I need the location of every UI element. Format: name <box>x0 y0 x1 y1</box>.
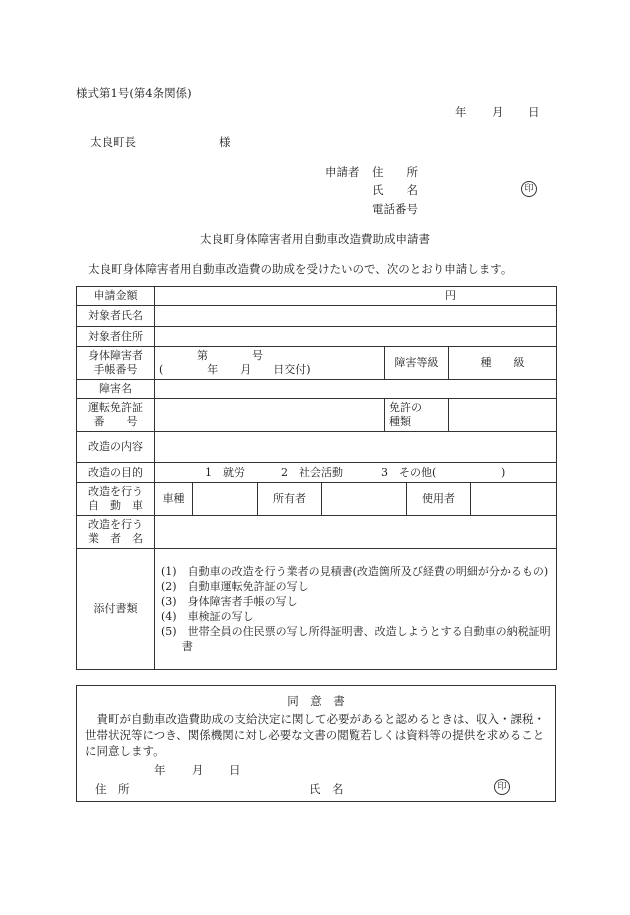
vendor-label-line2: 業 者 名 <box>88 532 143 545</box>
license-type-label-line2: 種類 <box>389 415 411 428</box>
handbook-label-line2: 手帳番号 <box>93 363 138 376</box>
car-type-label: 車種 <box>155 483 193 516</box>
application-table <box>76 286 557 670</box>
consent-month: 月 <box>192 763 204 777</box>
license-type-label-line1: 免許の <box>389 401 422 414</box>
vehicle-label-line1: 改造を行う <box>88 485 143 498</box>
handbook-field[interactable] <box>155 347 385 380</box>
handbook-label <box>77 347 155 380</box>
grade-label: 障害等級 <box>385 347 449 380</box>
license-label <box>77 399 155 432</box>
license-field[interactable] <box>155 399 385 432</box>
vendor-label <box>77 516 155 549</box>
applicant-label: 申請者 <box>325 165 360 179</box>
intro-text: 太良町身体障害者用自動車改造費の助成を受けたいので、次のとおり申請します。 <box>88 262 513 276</box>
form-number: 様式第1号(第4条関係) <box>76 86 192 100</box>
purpose-option-work[interactable]: 1 就労 <box>205 465 245 479</box>
consent-year: 年 <box>154 763 166 777</box>
content-label: 改造の内容 <box>77 432 155 463</box>
vendor-label-line1: 改造を行う <box>88 518 143 531</box>
vehicle-label-line2: 自 動 車 <box>88 499 143 512</box>
grade-value[interactable]: 種 級 <box>449 347 557 380</box>
seal-mark: 印 <box>521 181 537 197</box>
handbook-issue-date: ( 年 月 日交付) <box>159 363 311 376</box>
document-title: 太良町身体障害者用自動車改造費助成申請書 <box>200 232 430 246</box>
disability-label: 障害名 <box>77 380 155 399</box>
user-field[interactable] <box>471 483 557 516</box>
owner-label: 所有者 <box>258 483 322 516</box>
consent-day: 日 <box>229 763 241 777</box>
vendor-field[interactable] <box>155 516 557 549</box>
target-address-label: 対象者住所 <box>77 327 155 347</box>
consent-name-label: 氏 名 <box>309 782 344 796</box>
content-field[interactable] <box>155 432 557 463</box>
attachment-item: (1) 自動車の改造を行う業者の見積書(改造箇所及び経費の明細が分かるもの) <box>161 565 549 578</box>
target-address-field[interactable] <box>155 327 557 347</box>
disability-field[interactable] <box>155 380 557 399</box>
handbook-label-line1: 身体障害者 <box>88 349 143 362</box>
attachment-item: (4) 車検証の写し <box>161 610 254 623</box>
amount-unit[interactable]: 円 <box>155 287 557 306</box>
applicant-phone-label: 電話番号 <box>372 202 418 216</box>
car-type-field[interactable] <box>193 483 258 516</box>
attachment-item: (5) 世帯全員の住民票の写し所得証明書、改造しようとする自動車の納税証明書 <box>161 625 551 653</box>
applicant-address-label: 住 所 <box>372 165 418 179</box>
purpose-option-other[interactable]: 3 その他( <box>381 465 437 479</box>
date-day: 日 <box>528 105 540 119</box>
consent-title: 同 意 書 <box>287 694 345 708</box>
amount-label: 申請金額 <box>77 287 155 306</box>
purpose-options[interactable] <box>155 463 557 483</box>
addressee-name: 太良町長 <box>90 135 136 149</box>
user-label: 使用者 <box>407 483 471 516</box>
attachments-label: 添付書類 <box>77 549 155 670</box>
license-type-field[interactable] <box>449 399 557 432</box>
addressee-honorific: 様 <box>219 135 231 149</box>
date-month: 月 <box>492 105 504 119</box>
vehicle-label <box>77 483 155 516</box>
license-label-line1: 運転免許証 <box>88 401 143 414</box>
license-type-label <box>385 399 449 432</box>
attachment-item: (3) 身体障害者手帳の写し <box>161 595 298 608</box>
license-label-line2: 番 号 <box>93 415 138 428</box>
purpose-other-close: ) <box>501 465 506 479</box>
handbook-number: 第 号 <box>197 349 263 362</box>
consent-seal-mark: 印 <box>494 779 510 795</box>
consent-box <box>76 685 556 802</box>
consent-address-label: 住 所 <box>95 782 130 796</box>
consent-body: 貴町が自動車改造費助成の支給決定に関して必要があると認めるときは、収入・課税・世帯状況等につき、関係機関に対し必要な文書の閲覧若しくは資料等の提供を求めることに同意します。 <box>85 712 545 758</box>
applicant-name-label: 氏 名 <box>372 183 418 197</box>
attachment-item: (2) 自動車運転免許証の写し <box>161 580 309 593</box>
attachments-list <box>155 549 557 670</box>
purpose-label: 改造の目的 <box>77 463 155 483</box>
purpose-option-social[interactable]: 2 社会活動 <box>281 465 343 479</box>
owner-field[interactable] <box>322 483 407 516</box>
target-name-label: 対象者氏名 <box>77 306 155 327</box>
target-name-field[interactable] <box>155 306 557 327</box>
date-year: 年 <box>455 105 467 119</box>
